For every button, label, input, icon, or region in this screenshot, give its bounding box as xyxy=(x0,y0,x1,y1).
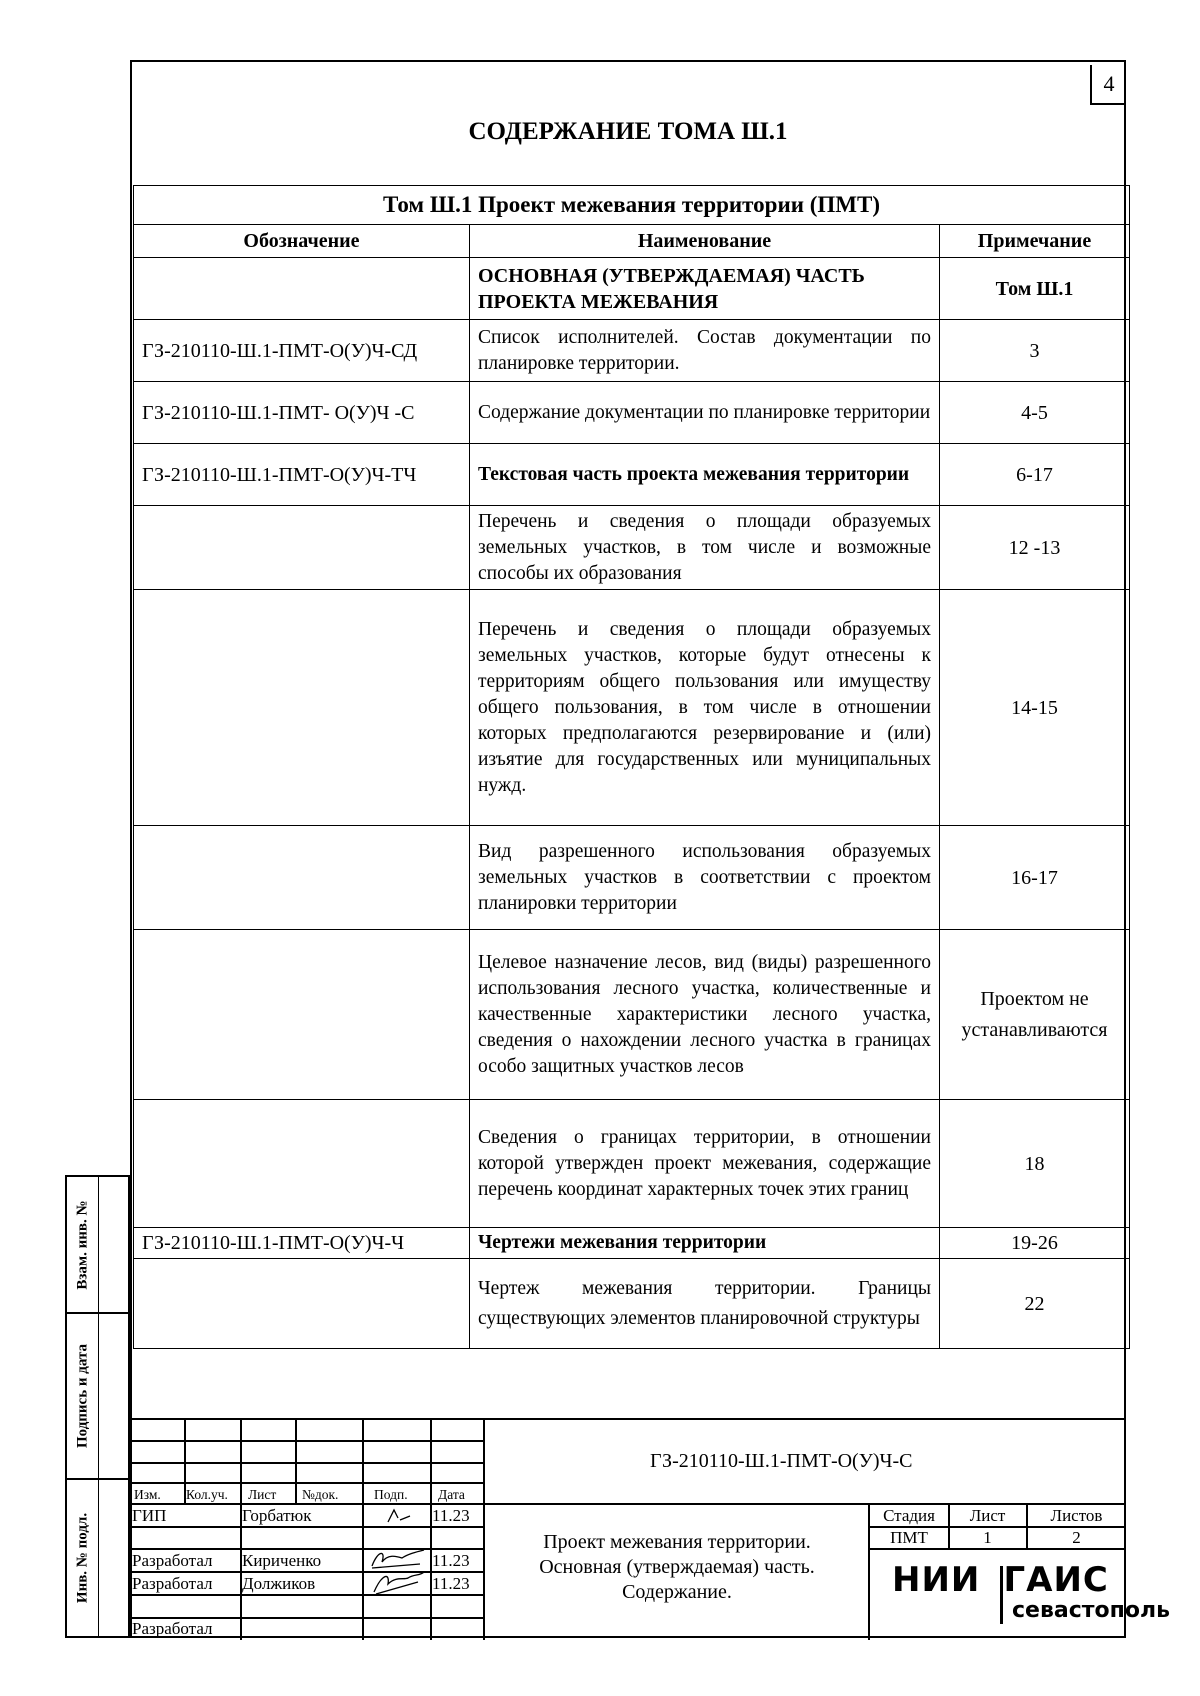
table-row xyxy=(134,1228,1130,1259)
row-name: Перечень и сведения о площади образуемых земельных участков, в том числе и возможные способы их образования xyxy=(470,506,940,590)
table-row xyxy=(134,320,1130,382)
row-name: Список исполнителей. Состав документации по планировке территории. xyxy=(470,320,940,382)
stamp-doc-code: ГЗ-210110-Ш.1-ПМТ-О(У)Ч-С xyxy=(650,1450,913,1472)
row-code xyxy=(134,590,470,826)
stamp-col-header: Подп. xyxy=(374,1487,408,1502)
toc-table xyxy=(133,185,1130,1349)
title-block xyxy=(130,1418,1126,1638)
row-code xyxy=(134,826,470,930)
row-note: 6-17 xyxy=(940,444,1130,506)
stage-header: Листов xyxy=(1050,1506,1103,1525)
side-box-signature xyxy=(65,1312,130,1480)
side-box-inventory xyxy=(65,1478,130,1638)
row-note: 22 xyxy=(940,1259,1130,1349)
stage-header: Стадия xyxy=(883,1506,935,1525)
volume-header: Том Ш.1 Проект межевания территории (ПМТ) xyxy=(134,186,1130,225)
side-box-replacement xyxy=(65,1175,130,1314)
signature-mark xyxy=(368,1570,428,1596)
logo-left: НИИ xyxy=(892,1560,981,1600)
row-name: Чертеж межевания территории. Границы существующих элементов планировочной структуры xyxy=(470,1259,940,1349)
row-note: 19-26 xyxy=(940,1228,1130,1259)
side-label-replacement: Взам. инв. № xyxy=(74,1199,90,1290)
signature-mark xyxy=(368,1546,428,1572)
row-name: Вид разрешенного использования образуемых земельных участков в соответствии с проектом планировки территории xyxy=(470,826,940,930)
row-note: 14-15 xyxy=(940,590,1130,826)
row-code: ГЗ-210110-Ш.1-ПМТ- О(У)Ч -С xyxy=(134,382,470,444)
row-code xyxy=(134,930,470,1100)
stamp-role: Разработал xyxy=(132,1574,213,1593)
stamp-title-line: Основная (утверждаемая) часть. xyxy=(539,1556,815,1578)
table-row xyxy=(134,506,1130,590)
row-note: 12 -13 xyxy=(940,506,1130,590)
row-code xyxy=(134,258,470,320)
row-note: 3 xyxy=(940,320,1130,382)
row-name: Содержание документации по планировке территории xyxy=(470,382,940,444)
stamp-role: ГИП xyxy=(132,1506,167,1525)
table-row xyxy=(134,1259,1130,1349)
stamp-person: Должиков xyxy=(242,1574,316,1593)
row-note: 18 xyxy=(940,1100,1130,1228)
table-row xyxy=(134,930,1130,1100)
stage-header: Лист xyxy=(969,1506,1006,1525)
col-header-note: Примечание xyxy=(940,225,1130,258)
table-row xyxy=(134,382,1130,444)
stamp-date: 11.23 xyxy=(432,1551,470,1570)
col-header-name: Наименование xyxy=(470,225,940,258)
stamp-col-header: Лист xyxy=(248,1487,277,1502)
stamp-col-header: Кол.уч. xyxy=(186,1487,228,1502)
side-label-inventory: Инв. № подл. xyxy=(74,1512,90,1604)
table-row xyxy=(134,258,1130,320)
page-title: СОДЕРЖАНИЕ ТОМА Ш.1 xyxy=(468,118,788,145)
stamp-role: Разработал xyxy=(132,1619,213,1638)
stamp-date: 11.23 xyxy=(432,1574,470,1593)
company-logo xyxy=(892,1560,1170,1623)
row-note: 16-17 xyxy=(940,826,1130,930)
page-number: 4 xyxy=(1090,65,1126,105)
table-row xyxy=(134,826,1130,930)
row-code xyxy=(134,1259,470,1349)
row-name: Чертежи межевания территории xyxy=(470,1228,940,1259)
logo-city: севастополь xyxy=(1012,1598,1170,1623)
row-note: 4-5 xyxy=(940,382,1130,444)
logo-right: ГАИС xyxy=(1003,1560,1109,1600)
stamp-date: 11.23 xyxy=(432,1506,470,1525)
stamp-person: Кириченко xyxy=(242,1551,322,1570)
stamp-col-header: №док. xyxy=(302,1487,339,1502)
row-name: ОСНОВНАЯ (УТВЕРЖДАЕМАЯ) ЧАСТЬ ПРОЕКТА МЕЖЕВАНИЯ xyxy=(470,258,940,320)
stage-value: 2 xyxy=(1072,1528,1081,1547)
row-code: ГЗ-210110-Ш.1-ПМТ-О(У)Ч-СД xyxy=(134,320,470,382)
stamp-col-header: Изм. xyxy=(134,1487,161,1502)
stamp-col-header: Дата xyxy=(438,1487,465,1502)
row-code xyxy=(134,506,470,590)
signature-mark xyxy=(380,1506,420,1526)
table-row xyxy=(134,590,1130,826)
side-label-signature: Подпись и дата xyxy=(74,1343,90,1449)
stage-value: 1 xyxy=(983,1528,992,1547)
row-code xyxy=(134,1100,470,1228)
row-code: ГЗ-210110-Ш.1-ПМТ-О(У)Ч-Ч xyxy=(134,1228,470,1259)
row-name: Целевое назначение лесов, вид (виды) разрешенного использования лесного участка, количественные и качественные характеристики лесного участка, сведения о нахождении лесного участка в границах особо защитных участков лесов xyxy=(470,930,940,1100)
stamp-title-line: Содержание. xyxy=(622,1581,732,1603)
row-note: Проектом не устанавливаются xyxy=(940,930,1130,1100)
row-name: Текстовая часть проекта межевания территории xyxy=(470,444,940,506)
row-note: Том Ш.1 xyxy=(940,258,1130,320)
row-name: Перечень и сведения о площади образуемых земельных участков, которые будут отнесены к территориям общего пользования или имуществу общего пользования, в том числе в отношении которых предполагаются резервирование и (или) изъятие для государственных или муниципальных нужд. xyxy=(470,590,940,826)
stamp-person: Горбатюк xyxy=(242,1506,312,1525)
row-code: ГЗ-210110-Ш.1-ПМТ-О(У)Ч-ТЧ xyxy=(134,444,470,506)
stamp-role: Разработал xyxy=(132,1551,213,1570)
stamp-title-line: Проект межевания территории. xyxy=(543,1531,811,1553)
table-row xyxy=(134,1100,1130,1228)
row-name: Сведения о границах территории, в отношении которой утвержден проект межевания, содержащие перечень координат характерных точек этих границ xyxy=(470,1100,940,1228)
table-row xyxy=(134,444,1130,506)
stage-value: ПМТ xyxy=(890,1528,928,1547)
col-header-code: Обозначение xyxy=(134,225,470,258)
